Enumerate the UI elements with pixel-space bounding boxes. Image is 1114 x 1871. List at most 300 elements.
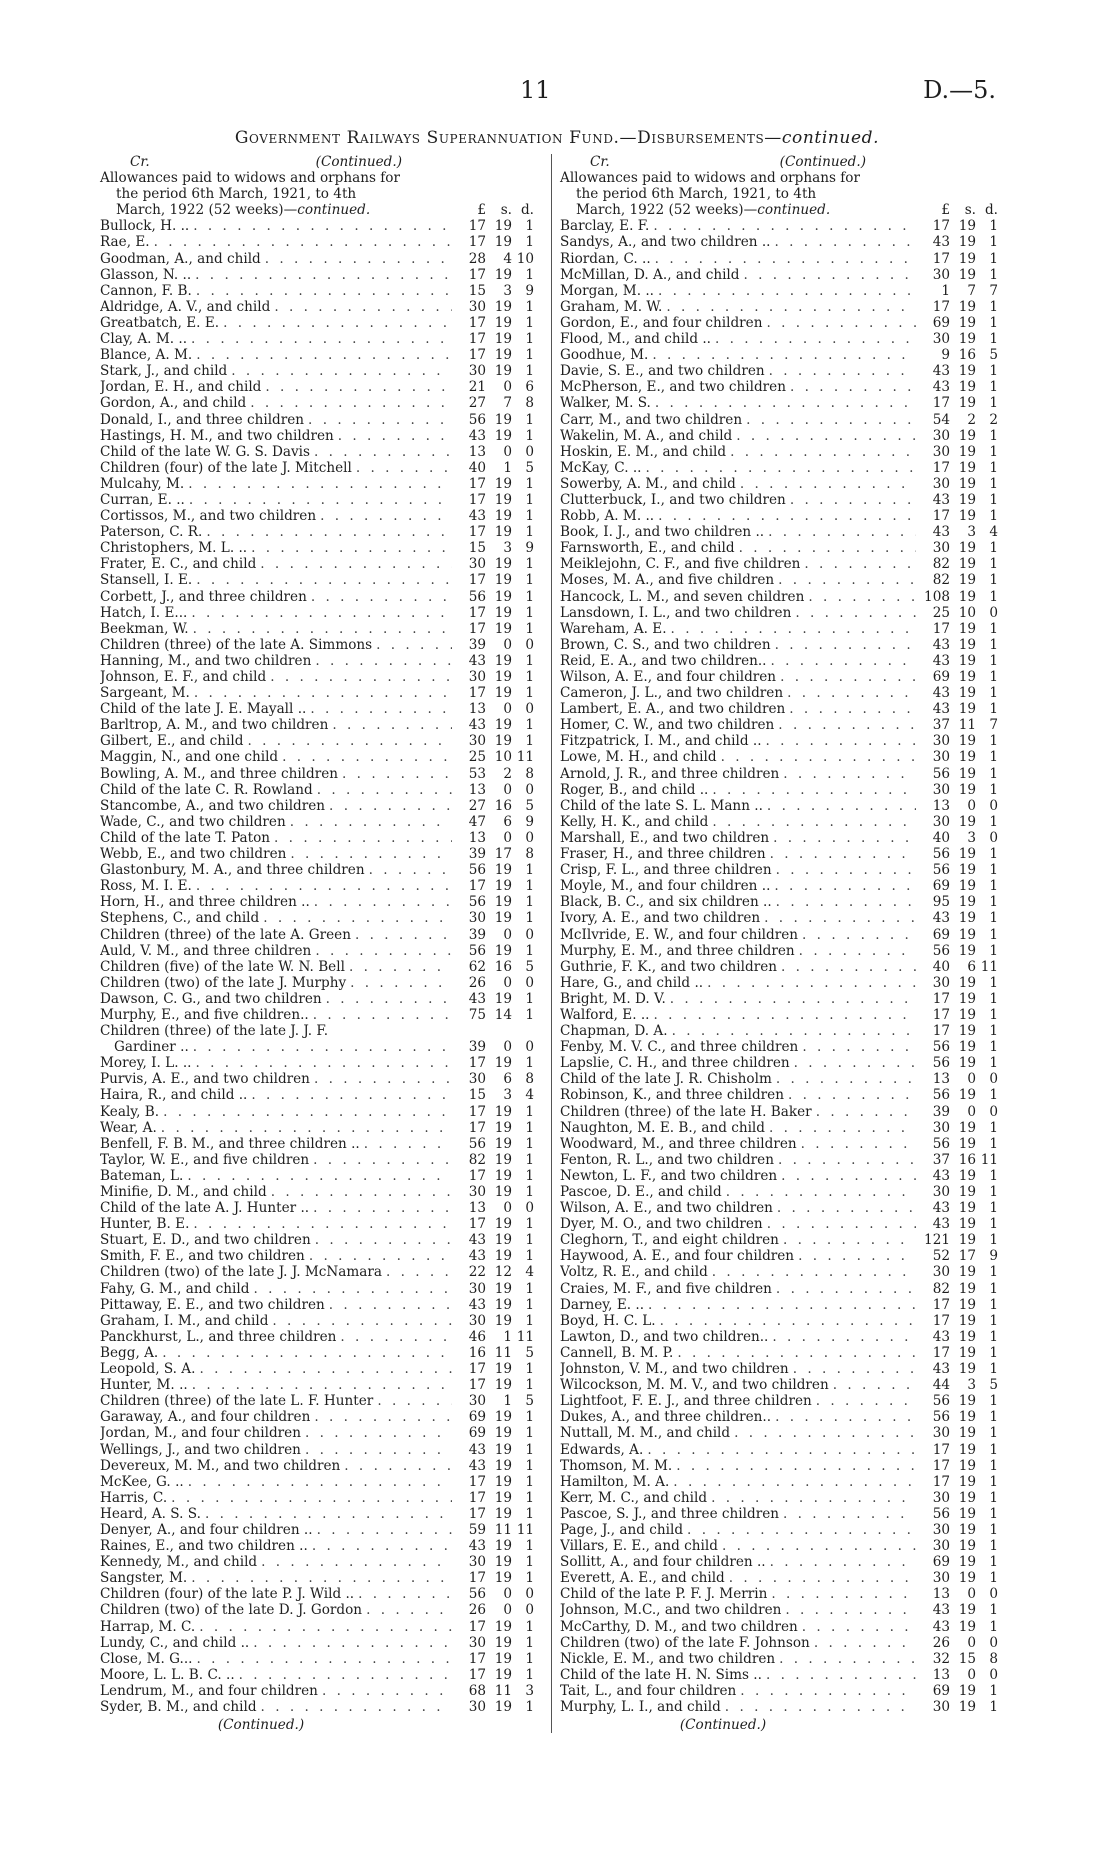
amount-shillings: 0 <box>503 1039 512 1056</box>
entry-row <box>560 669 1006 685</box>
entry-name: Cannell, B. M. P. <box>560 1345 677 1361</box>
amount-pence: 11 <box>980 1151 998 1168</box>
entry-amount <box>452 1554 542 1570</box>
entry-name: Pascoe, S. J., and three children <box>560 1506 783 1522</box>
entry-row <box>100 1329 542 1345</box>
entry-name: Wear, A. <box>100 1120 161 1136</box>
amount-pounds: 56 <box>932 1055 950 1072</box>
entry-amount <box>916 508 1006 524</box>
entry-amount <box>452 363 542 379</box>
entry-amount <box>452 331 542 347</box>
amount-pounds: 17 <box>932 1312 950 1329</box>
amount-pounds: 56 <box>468 1586 486 1603</box>
amount-shillings: 19 <box>958 1039 976 1056</box>
amount-pounds: 69 <box>932 1554 950 1571</box>
entry-name: Fitzpatrick, I. M., and child .. <box>560 733 766 749</box>
amount-pounds: 26 <box>468 1602 486 1619</box>
entry-amount <box>452 621 542 637</box>
amount-shillings: 19 <box>958 1006 976 1023</box>
amount-shillings: 0 <box>503 974 512 991</box>
entry-name: Ivory, A. E., and two children <box>560 910 764 926</box>
entry-row <box>100 556 542 572</box>
amount-pounds: 43 <box>468 508 486 525</box>
amount-pounds: 30 <box>932 1489 950 1506</box>
amount-pounds: 9 <box>941 347 950 364</box>
amount-pounds: 17 <box>932 620 950 637</box>
amount-shillings: 19 <box>958 379 976 396</box>
amount-pence: 1 <box>989 1087 998 1104</box>
amount-shillings: 19 <box>958 1473 976 1490</box>
entry-amount <box>916 267 1006 283</box>
right-lsd-header <box>916 202 1006 218</box>
amount-pence: 1 <box>525 411 534 428</box>
entry-amount <box>452 1248 542 1264</box>
amount-shillings: 17 <box>494 846 512 863</box>
amount-pence: 0 <box>989 1586 998 1603</box>
entry-row <box>560 1602 1006 1618</box>
entry-row <box>100 701 542 717</box>
entry-row <box>100 1554 542 1570</box>
amount-pounds: 30 <box>932 540 950 557</box>
entry-name: Johnson, E. F., and child <box>100 669 270 685</box>
entry-name: Devereux, M. M., and two children <box>100 1458 344 1474</box>
entry-row <box>100 733 542 749</box>
page-title <box>0 128 1114 148</box>
amount-pounds: 30 <box>468 1071 486 1088</box>
entry-row <box>560 1281 1006 1297</box>
entry-name: Nuttall, M. M., and child <box>560 1425 734 1441</box>
amount-shillings: 3 <box>503 540 512 557</box>
left-column-header <box>100 154 542 170</box>
entry-row <box>560 460 1006 476</box>
entry-row <box>100 476 542 492</box>
amount-shillings: 10 <box>494 749 512 766</box>
entry-row <box>560 1071 1006 1087</box>
entry-name: Gordon, E., and four children <box>560 315 766 331</box>
amount-shillings: 19 <box>958 1023 976 1040</box>
entry-name: Walford, E. .. <box>560 1007 654 1023</box>
entry-amount <box>916 524 1006 540</box>
entry-row <box>560 1200 1006 1216</box>
entry-amount <box>916 572 1006 588</box>
amount-pounds: 43 <box>468 990 486 1007</box>
amount-pounds: 40 <box>932 958 950 975</box>
amount-pence: 1 <box>989 1618 998 1635</box>
amount-shillings: 19 <box>494 556 512 573</box>
title-main: Government Railways Superannuation Fund.—Disbursements <box>234 128 765 148</box>
entry-name: Hamilton, M. A. <box>560 1474 673 1490</box>
amount-pounds: 43 <box>468 652 486 669</box>
entry-name: Morgan, M. .. <box>560 283 658 299</box>
left-desc-line: Allowances paid to widows and orphans for <box>100 170 400 187</box>
entry-name: Murphy, E. M., and three children <box>560 943 799 959</box>
entry-row <box>560 1619 1006 1635</box>
amount-pounds: 30 <box>468 1554 486 1571</box>
left-desc-continued: continued. <box>297 202 371 219</box>
amount-shillings: 19 <box>958 1216 976 1233</box>
entry-name: Wade, C., and two children <box>100 814 290 830</box>
amount-pence: 8 <box>989 1650 998 1667</box>
amount-pounds: 17 <box>468 331 486 348</box>
entry-amount <box>916 1474 1006 1490</box>
left-entries <box>100 218 542 1023</box>
entry-amount <box>452 1200 542 1216</box>
entry-name: Villars, E. E., and child <box>560 1538 722 1554</box>
entry-row <box>560 1055 1006 1071</box>
amount-pounds: 43 <box>932 1618 950 1635</box>
amount-pounds: 56 <box>468 588 486 605</box>
entry-amount <box>452 959 542 975</box>
amount-pence: 1 <box>525 347 534 364</box>
entry-row <box>560 1683 1006 1699</box>
amount-pounds: 30 <box>468 363 486 380</box>
amount-pence: 5 <box>525 797 534 814</box>
right-desc-line: the period 6th March, 1921, to 4th <box>576 186 817 203</box>
amount-pence: 1 <box>989 1280 998 1297</box>
amount-shillings: 19 <box>494 1312 512 1329</box>
amount-shillings: 19 <box>958 1087 976 1104</box>
entry-amount <box>452 846 542 862</box>
entry-name: Reid, E. A., and two children.. <box>560 653 771 669</box>
amount-pence: 1 <box>989 250 998 267</box>
entry-name: Hanning, M., and two children <box>100 653 315 669</box>
amount-pence: 1 <box>989 475 998 492</box>
right-continued-label: (Continued.) <box>779 154 866 170</box>
entry-amount <box>916 1281 1006 1297</box>
amount-shillings: 19 <box>958 250 976 267</box>
amount-shillings: 19 <box>494 652 512 669</box>
amount-shillings: 19 <box>958 475 976 492</box>
entry-amount <box>452 1120 542 1136</box>
entry-amount <box>916 959 1006 975</box>
amount-pence: 1 <box>525 685 534 702</box>
amount-shillings: 16 <box>958 1151 976 1168</box>
entry-name: Hoskin, E. M., and child <box>560 444 730 460</box>
amount-pounds: 39 <box>468 636 486 653</box>
entry-name: Minifie, D. M., and child <box>100 1184 271 1200</box>
entry-amount <box>916 589 1006 605</box>
entry-amount <box>916 299 1006 315</box>
amount-pence: 1 <box>525 733 534 750</box>
entry-amount <box>916 733 1006 749</box>
entry-amount <box>916 492 1006 508</box>
amount-pounds: 17 <box>932 1441 950 1458</box>
entry-row <box>560 1570 1006 1586</box>
entry-name: Curran, E. .. <box>100 492 189 508</box>
amount-shillings: 19 <box>958 1505 976 1522</box>
amount-pence: 1 <box>525 1666 534 1683</box>
amount-pounds: 43 <box>932 363 950 380</box>
amount-pounds: 17 <box>932 1457 950 1474</box>
entry-amount <box>916 412 1006 428</box>
entry-name: Haira, R., and child .. <box>100 1087 251 1103</box>
entry-row <box>560 572 1006 588</box>
entry-amount <box>452 605 542 621</box>
amount-pounds: 30 <box>932 733 950 750</box>
amount-pence: 1 <box>525 1248 534 1265</box>
amount-shillings: 19 <box>494 1554 512 1571</box>
entry-amount <box>452 637 542 653</box>
entry-amount <box>916 1651 1006 1667</box>
amount-pounds: 1 <box>941 282 950 299</box>
entry-amount <box>916 315 1006 331</box>
entry-row <box>100 589 542 605</box>
amount-pence: 1 <box>989 1521 998 1538</box>
entry-row <box>100 1586 542 1602</box>
amount-pence: 1 <box>525 556 534 573</box>
amount-pence: 0 <box>525 636 534 653</box>
entry-amount <box>916 637 1006 653</box>
amount-pounds: 53 <box>468 765 486 782</box>
amount-pounds: 68 <box>468 1682 486 1699</box>
amount-shillings: 19 <box>958 1264 976 1281</box>
amount-shillings: 15 <box>958 1650 976 1667</box>
amount-shillings: 19 <box>958 669 976 685</box>
entry-amount <box>452 1425 542 1441</box>
entry-row <box>560 299 1006 315</box>
entry-name: Lambert, E. A., and two children <box>560 701 789 717</box>
amount-pence: 9 <box>525 282 534 299</box>
entry-name: Tait, L., and four children <box>560 1683 740 1699</box>
amount-shillings: 19 <box>958 974 976 991</box>
amount-pounds: 37 <box>932 1151 950 1168</box>
amount-pence: 1 <box>989 379 998 396</box>
amount-shillings: 19 <box>958 1344 976 1361</box>
entry-row <box>100 1667 542 1683</box>
amount-shillings: 7 <box>967 282 976 299</box>
shillings-header: s. <box>500 202 512 219</box>
amount-pounds: 30 <box>932 1521 950 1538</box>
amount-shillings: 19 <box>958 218 976 235</box>
amount-shillings: 0 <box>503 443 512 460</box>
amount-pence: 1 <box>989 1312 998 1329</box>
amount-pounds: 30 <box>932 813 950 830</box>
amount-pounds: 13 <box>468 781 486 798</box>
amount-pounds: 43 <box>932 524 950 541</box>
entry-row <box>560 943 1006 959</box>
entry-amount <box>452 717 542 733</box>
amount-pence: 1 <box>525 910 534 927</box>
entry-amount <box>452 1055 542 1071</box>
amount-pounds: 62 <box>468 958 486 975</box>
entry-row <box>560 1023 1006 1039</box>
entry-amount <box>452 492 542 508</box>
amount-shillings: 1 <box>503 1328 512 1345</box>
entry-amount <box>452 556 542 572</box>
amount-pounds: 17 <box>468 685 486 702</box>
amount-pence: 1 <box>525 1184 534 1200</box>
entry-row <box>100 331 542 347</box>
amount-pounds: 56 <box>932 1039 950 1056</box>
entry-row <box>100 1361 542 1377</box>
amount-shillings: 19 <box>958 1167 976 1184</box>
entry-name: Stansell, I. E. <box>100 572 196 588</box>
entry-row <box>560 782 1006 798</box>
entry-row <box>560 653 1006 669</box>
amount-pounds: 17 <box>932 298 950 315</box>
amount-pence: 5 <box>525 958 534 975</box>
entry-name: Beekman, W. <box>100 621 193 637</box>
amount-pounds: 17 <box>932 1023 950 1040</box>
entry-name: Fahy, G. M., and child <box>100 1281 253 1297</box>
entry-row <box>560 1297 1006 1313</box>
entry-name: Bateman, L. <box>100 1168 187 1184</box>
amount-pence: 1 <box>525 234 534 251</box>
entry-amount <box>916 1087 1006 1103</box>
amount-pence: 0 <box>525 1200 534 1217</box>
amount-shillings: 4 <box>503 250 512 267</box>
amount-pence: 1 <box>525 491 534 508</box>
amount-pounds: 43 <box>932 636 950 653</box>
entry-name: Christophers, M. L. .. <box>100 540 251 556</box>
amount-pence: 1 <box>989 1409 998 1426</box>
amount-pence: 1 <box>989 862 998 879</box>
entry-amount <box>452 1393 542 1409</box>
entry-row <box>560 862 1006 878</box>
entry-amount <box>452 1586 542 1602</box>
entry-amount <box>452 444 542 460</box>
amount-shillings: 6 <box>503 813 512 830</box>
entry-name: Dawson, C. G., and two children <box>100 991 326 1007</box>
amount-pence: 1 <box>989 926 998 943</box>
entry-name: Cleghorn, T., and eight children <box>560 1232 783 1248</box>
amount-pounds: 26 <box>932 1634 950 1651</box>
amount-shillings: 19 <box>958 846 976 863</box>
entry-name: Children (three) of the late A. Green <box>100 927 355 943</box>
entry-name: Child of the late P. F. J. Merrin <box>560 1586 771 1602</box>
entry-name: McMillan, D. A., and child <box>560 267 743 283</box>
amount-pounds: 82 <box>932 572 950 589</box>
amount-pounds: 27 <box>468 395 486 412</box>
entry-row <box>560 1361 1006 1377</box>
entry-row <box>100 1651 542 1667</box>
amount-shillings: 19 <box>494 1699 512 1715</box>
amount-pence: 0 <box>525 781 534 798</box>
amount-shillings: 19 <box>958 395 976 412</box>
entry-row <box>100 347 542 363</box>
entry-name: Wellings, J., and two children <box>100 1442 305 1458</box>
entry-row <box>100 1297 542 1313</box>
amount-shillings: 0 <box>503 701 512 718</box>
entry-amount <box>916 669 1006 685</box>
amount-pounds: 30 <box>932 1119 950 1136</box>
amount-shillings: 19 <box>494 411 512 428</box>
amount-shillings: 17 <box>958 1248 976 1265</box>
amount-pounds: 43 <box>468 1248 486 1265</box>
amount-pence: 3 <box>525 1682 534 1699</box>
amount-shillings: 2 <box>503 765 512 782</box>
right-footer-continued: (Continued.) <box>679 1717 767 1734</box>
amount-pence: 1 <box>989 1039 998 1056</box>
entry-name: Boyd, H. C. L. <box>560 1313 660 1329</box>
entry-row <box>100 1071 542 1087</box>
entry-name: Hunter, M. .. <box>100 1377 192 1393</box>
entry-name: Cortissos, M., and two children <box>100 508 320 524</box>
entry-amount <box>452 267 542 283</box>
entry-name: Davie, S. E., and two children <box>560 363 769 379</box>
entry-row <box>100 315 542 331</box>
amount-pence: 1 <box>989 878 998 895</box>
amount-pence: 1 <box>525 717 534 734</box>
entry-name: Glasson, N. .. <box>100 267 195 283</box>
entry-amount <box>916 1442 1006 1458</box>
entry-amount <box>452 395 542 411</box>
amount-shillings: 0 <box>503 1602 512 1619</box>
entry-row <box>100 1023 542 1055</box>
amount-shillings: 19 <box>958 1135 976 1152</box>
entry-name: Page, J., and child <box>560 1522 687 1538</box>
entry-row <box>560 1039 1006 1055</box>
amount-pence: 1 <box>525 508 534 525</box>
amount-pounds: 17 <box>468 1489 486 1506</box>
right-cr-label: Cr. <box>590 154 610 170</box>
entry-row <box>560 798 1006 814</box>
entry-amount <box>916 1248 1006 1264</box>
entry-row <box>100 943 542 959</box>
entry-name: Child of the late T. Paton <box>100 830 274 846</box>
entry-name: Gordon, A., and child <box>100 395 250 411</box>
amount-shillings: 6 <box>967 958 976 975</box>
amount-pence: 1 <box>525 620 534 637</box>
entry-amount <box>916 218 1006 234</box>
entry-name: Harrap, M. C. <box>100 1619 199 1635</box>
amount-shillings: 0 <box>967 1103 976 1120</box>
amount-pounds: 43 <box>932 701 950 718</box>
amount-shillings: 19 <box>958 1393 976 1410</box>
amount-shillings: 19 <box>958 1184 976 1200</box>
entry-amount <box>916 1232 1006 1248</box>
amount-pence: 1 <box>989 1682 998 1699</box>
amount-pence: 1 <box>989 765 998 782</box>
pounds-header: £ <box>941 202 950 219</box>
amount-pounds: 17 <box>468 491 486 508</box>
entry-amount <box>916 1313 1006 1329</box>
entry-row <box>100 234 542 250</box>
entry-amount <box>916 878 1006 894</box>
amount-shillings: 19 <box>494 1232 512 1249</box>
entry-row <box>100 1635 542 1651</box>
entry-row <box>560 1168 1006 1184</box>
amount-shillings: 19 <box>958 1457 976 1474</box>
amount-pounds: 43 <box>468 1232 486 1249</box>
entry-name: Goodman, A., and child <box>100 251 265 267</box>
amount-pounds: 43 <box>932 491 950 508</box>
entry-amount <box>452 749 542 765</box>
amount-shillings: 19 <box>958 733 976 750</box>
amount-shillings: 19 <box>494 475 512 492</box>
entry-amount <box>452 782 542 798</box>
entry-name: Lansdown, I. L., and two children <box>560 605 795 621</box>
entry-amount <box>916 1297 1006 1313</box>
entry-amount <box>916 1345 1006 1361</box>
entry-name: Paterson, C. R. <box>100 524 206 540</box>
amount-shillings: 19 <box>958 926 976 943</box>
amount-shillings: 19 <box>494 894 512 911</box>
amount-pounds: 44 <box>932 1377 950 1394</box>
amount-shillings: 3 <box>503 282 512 299</box>
entry-amount <box>916 766 1006 782</box>
amount-pence: 5 <box>525 459 534 476</box>
entry-row <box>560 1184 1006 1200</box>
entry-amount <box>452 1522 542 1538</box>
amount-pounds: 17 <box>468 1361 486 1378</box>
amount-pence: 1 <box>989 1200 998 1217</box>
amount-shillings: 19 <box>494 1361 512 1378</box>
entry-name: Smith, F. E., and two children <box>100 1248 309 1264</box>
amount-pounds: 40 <box>468 459 486 476</box>
entry-row <box>560 1409 1006 1425</box>
amount-pounds: 56 <box>932 1393 950 1410</box>
